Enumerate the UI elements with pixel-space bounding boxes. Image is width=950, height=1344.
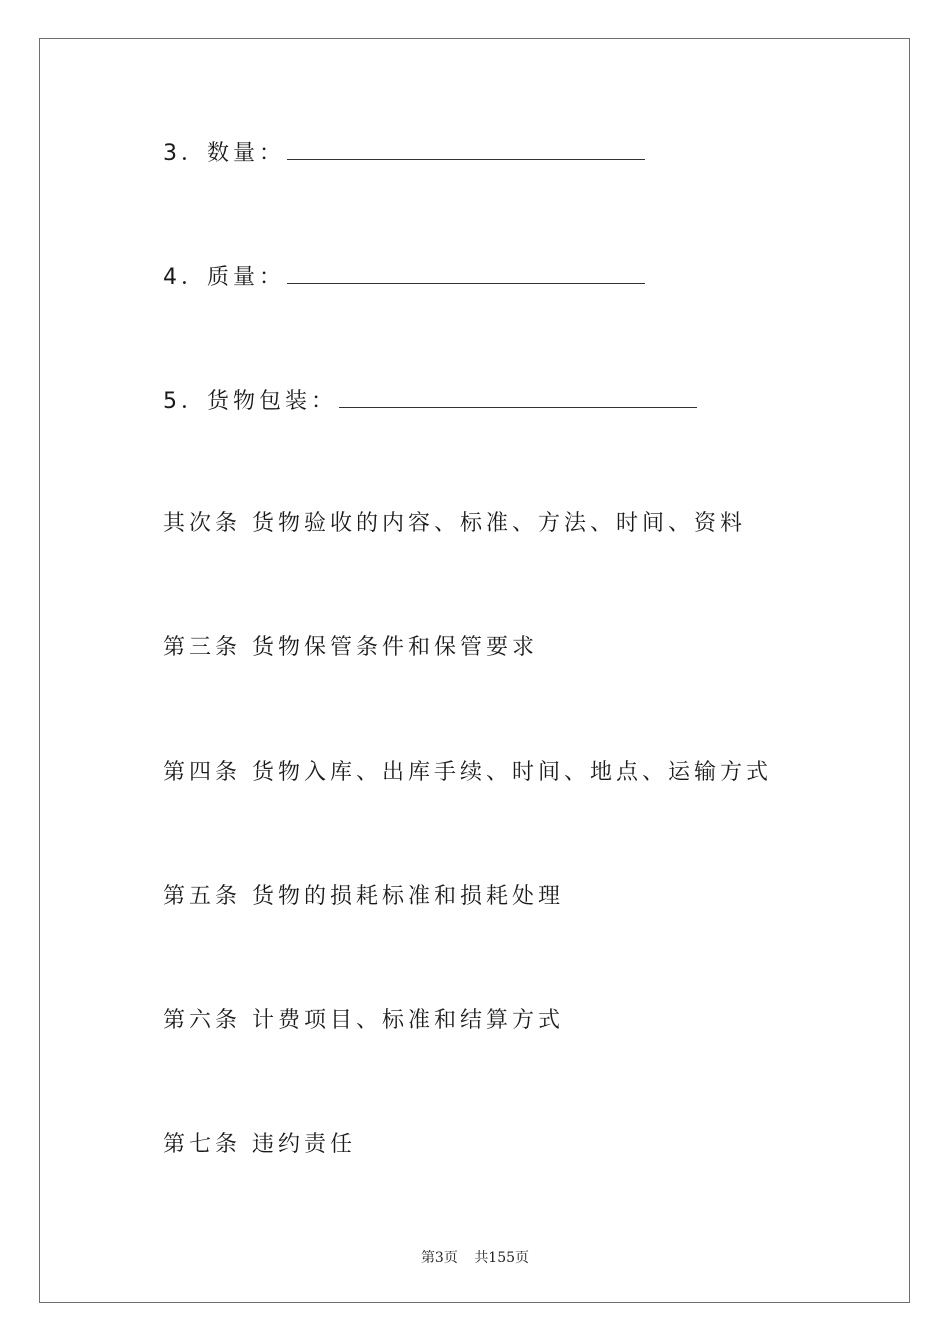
clause-text: 第四条 货物入库、出库手续、时间、地点、运输方式: [163, 760, 772, 785]
item-label: 3．数量：: [163, 141, 285, 166]
clause-7: [163, 1130, 356, 1160]
item-quality: [163, 261, 645, 293]
fill-in-blank[interactable]: [287, 261, 645, 284]
clause-text: 第三条 货物保管条件和保管要求: [163, 635, 538, 660]
fill-in-blank[interactable]: [287, 137, 645, 160]
clause-5: [163, 882, 564, 912]
item-quantity: [163, 137, 645, 169]
clause-text: 第七条 违约责任: [163, 1132, 356, 1157]
item-label: 5．货物包装：: [163, 389, 337, 414]
page-total: 共155页: [474, 1250, 530, 1266]
item-label: 4．质量：: [163, 265, 285, 290]
page-footer: [0, 1247, 950, 1267]
clause-6: [163, 1006, 564, 1036]
page-number: 第3页: [420, 1250, 458, 1266]
clause-text: 第六条 计费项目、标准和结算方式: [163, 1008, 564, 1033]
clause-3: [163, 633, 538, 663]
clause-text: 第五条 货物的损耗标准和损耗处理: [163, 884, 564, 909]
clause-4: [163, 758, 772, 788]
item-packaging: [163, 385, 697, 417]
page-frame: [39, 38, 910, 1303]
clause-text: 其次条 货物验收的内容、标准、方法、时间、资料: [163, 511, 746, 536]
clause-2: [163, 509, 746, 539]
fill-in-blank[interactable]: [339, 385, 697, 408]
